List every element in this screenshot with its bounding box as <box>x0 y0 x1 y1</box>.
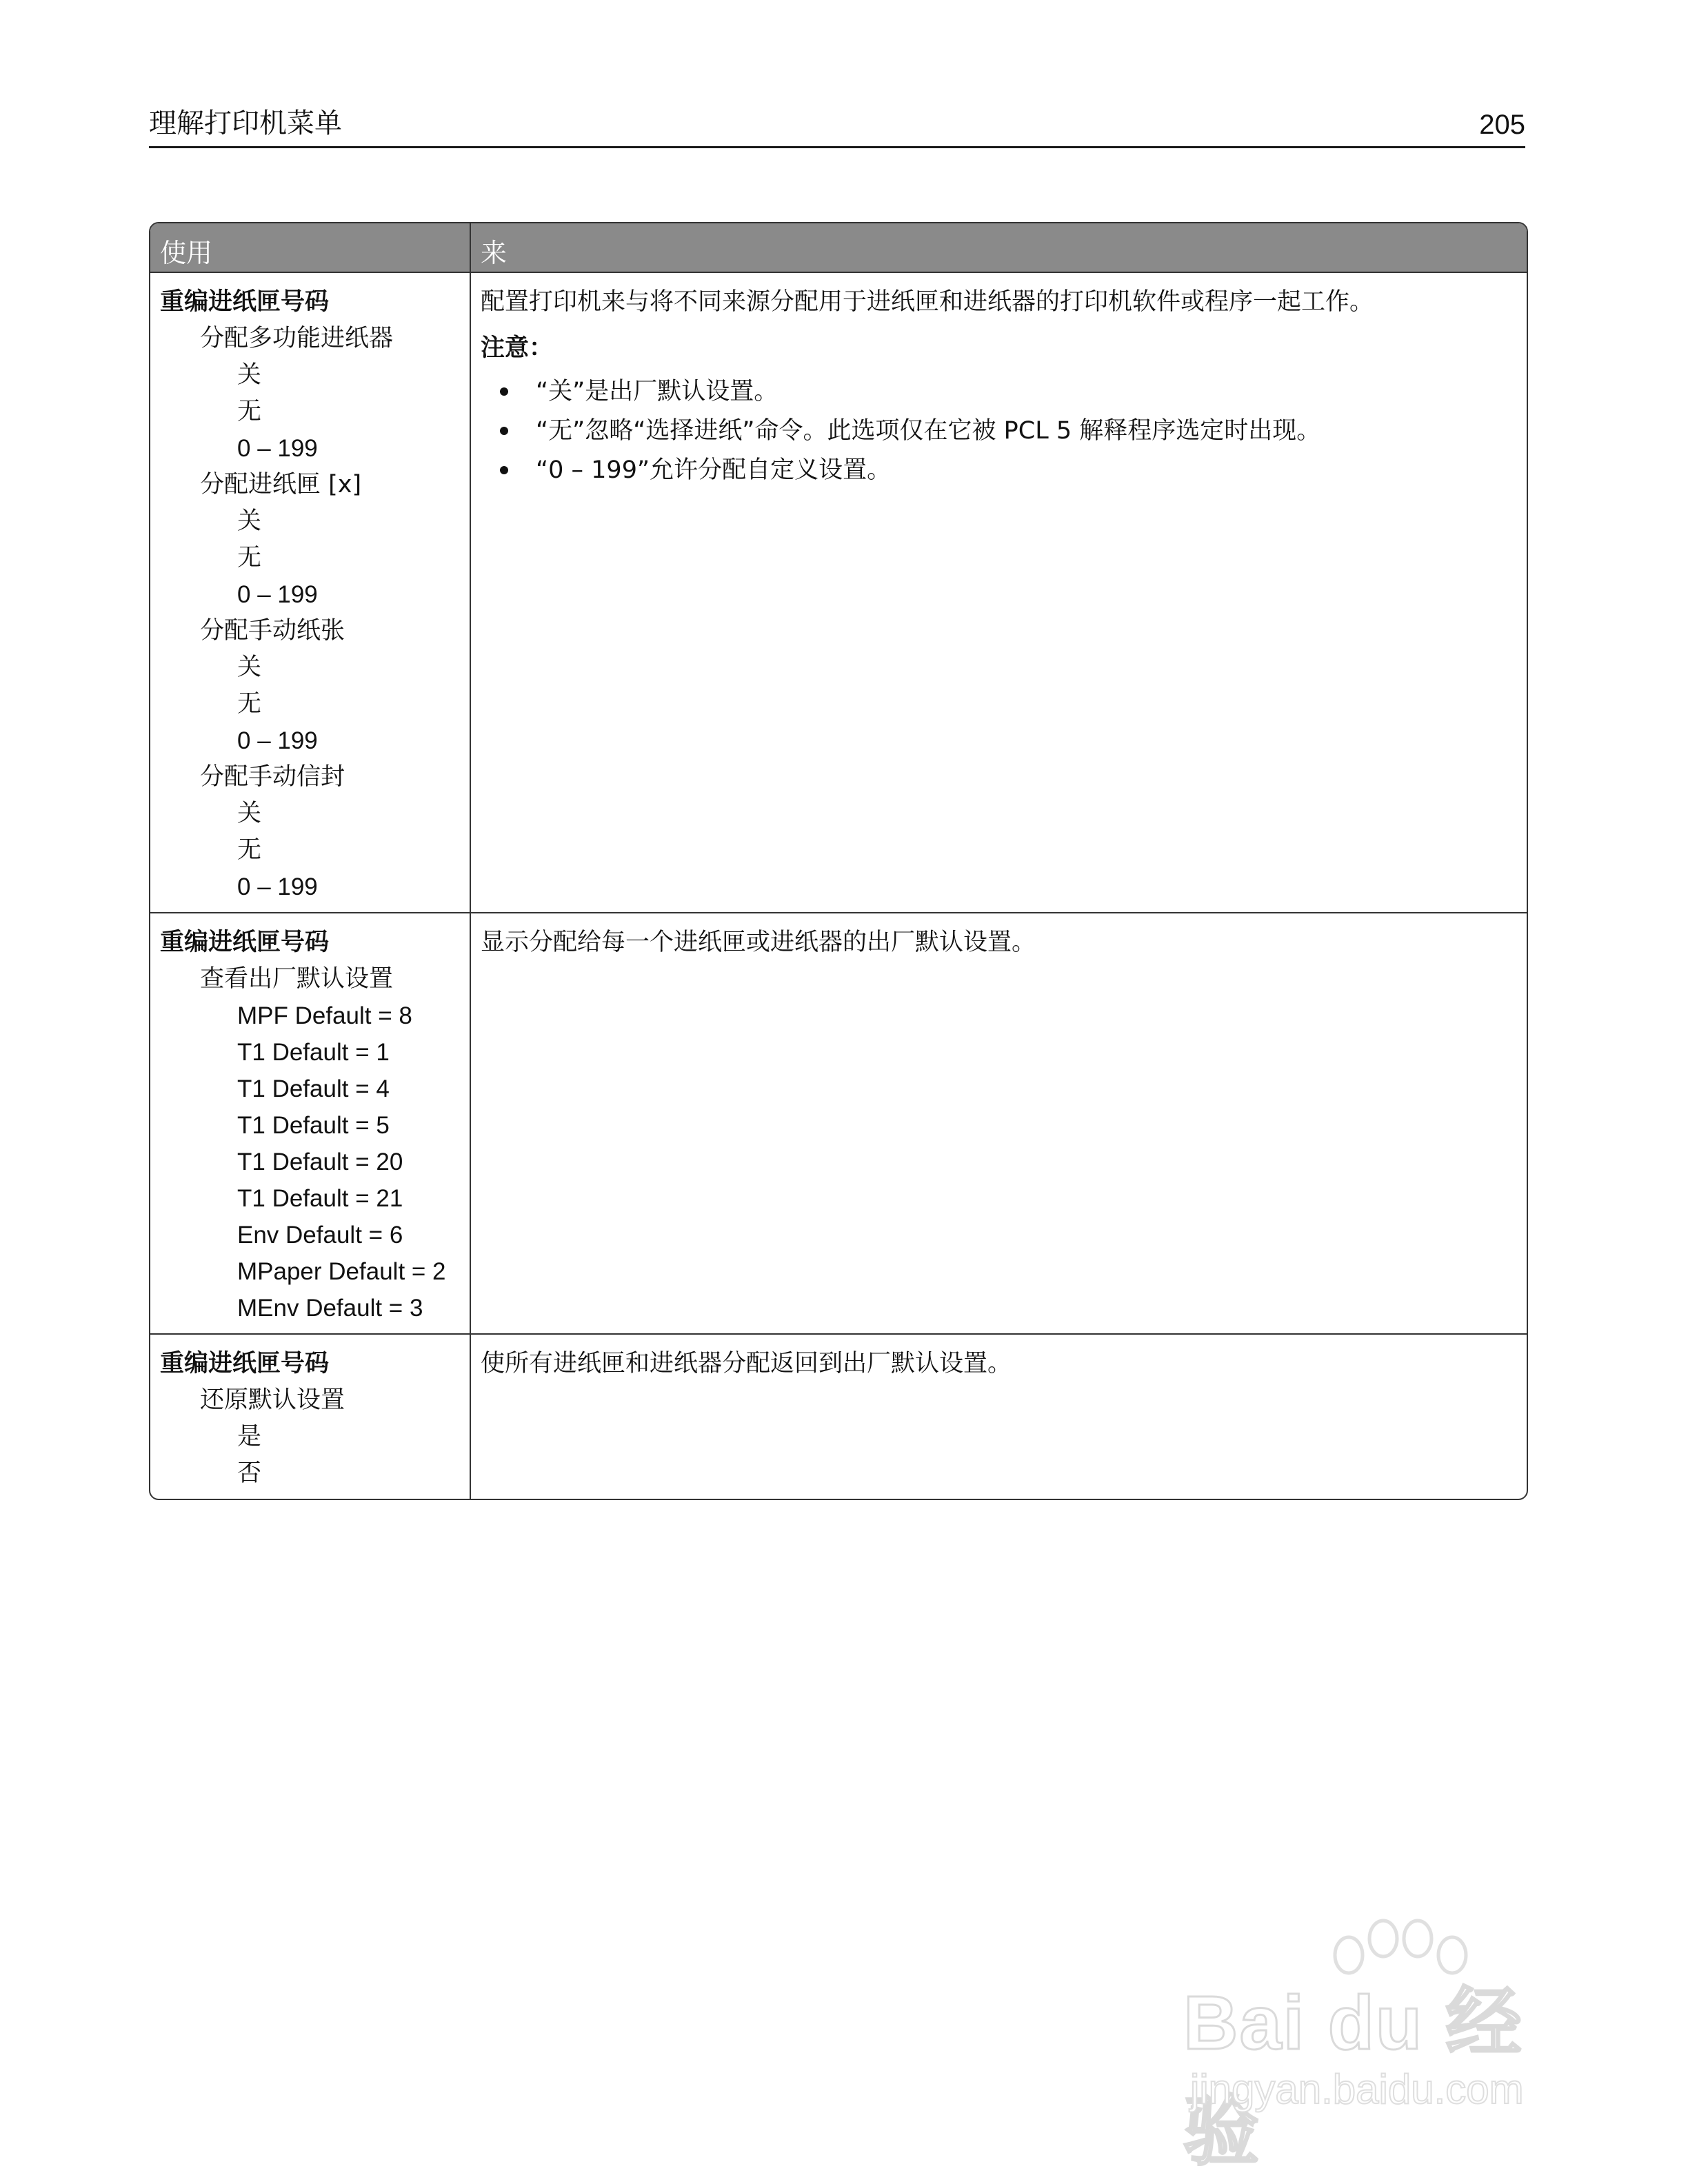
option-value: 无 <box>237 398 262 425</box>
option-value: MPF Default = 8 <box>237 1002 412 1029</box>
option-value: MPaper Default = 2 <box>237 1258 446 1285</box>
list-item-text: “无”忽略“选择进纸”命令。此选项仅在它被 PCL 5 解释程序选定时出现。 <box>536 417 1321 445</box>
bullet-icon <box>500 387 508 396</box>
note-list <box>481 372 1517 490</box>
option-value: T1 Default = 1 <box>237 1039 390 1066</box>
option-value: T1 Default = 21 <box>237 1185 403 1212</box>
baidu-watermark <box>1183 1914 1583 2174</box>
option-value: 0 – 199 <box>237 873 318 900</box>
table-body <box>150 273 1527 1499</box>
page-number: 205 <box>1479 110 1525 140</box>
menu-name: 重编进纸匣号码 <box>160 929 330 956</box>
option-value: T1 Default = 20 <box>237 1149 403 1175</box>
cell-description <box>471 273 1527 912</box>
watermark-brand: Bai du 经验 <box>1183 1981 1523 2174</box>
column-header-use: 使用 <box>150 223 471 272</box>
option-value: 0 – 199 <box>237 435 318 462</box>
page-header <box>149 103 1525 148</box>
submenu-item: 分配手动纸张 <box>200 617 345 645</box>
bullet-icon <box>500 427 508 435</box>
cell-use <box>150 1335 471 1499</box>
submenu-item: 还原默认设置 <box>200 1386 345 1414</box>
list-item-text: “关”是出厂默认设置。 <box>536 378 778 405</box>
option-value: 关 <box>237 800 262 827</box>
cell-description <box>471 913 1527 1333</box>
list-item-text: “0 – 199”允许分配自定义设置。 <box>536 456 892 484</box>
option-value: 0 – 199 <box>237 581 318 608</box>
list-item <box>481 451 1517 490</box>
menu-name: 重编进纸匣号码 <box>160 1350 330 1377</box>
page-title: 理解打印机菜单 <box>149 108 342 139</box>
option-value: 无 <box>237 544 262 572</box>
table-row <box>150 273 1527 913</box>
description-text: 显示分配给每一个进纸匣或进纸器的出厂默认设置。 <box>481 929 1036 956</box>
submenu-item: 分配多功能进纸器 <box>200 325 394 352</box>
cell-use <box>150 273 471 912</box>
watermark-url: jingyan.baidu.com <box>1190 2066 1524 2112</box>
option-value: 关 <box>237 361 262 389</box>
menu-table <box>149 222 1528 1500</box>
description-text: 使所有进纸匣和进纸器分配返回到出厂默认设置。 <box>481 1350 1012 1377</box>
submenu-item: 查看出厂默认设置 <box>200 965 394 993</box>
submenu-item: 分配进纸匣 [x] <box>200 471 362 498</box>
option-value: T1 Default = 5 <box>237 1112 390 1139</box>
table-row <box>150 913 1527 1335</box>
list-item <box>481 412 1517 451</box>
option-value: 无 <box>237 836 262 864</box>
column-header-to: 来 <box>481 238 508 268</box>
cell-description <box>471 1335 1527 1499</box>
bullet-icon <box>500 466 508 474</box>
option-value: 0 – 199 <box>237 727 318 754</box>
menu-name: 重编进纸匣号码 <box>160 288 330 316</box>
option-value: 否 <box>237 1459 262 1487</box>
option-value: Env Default = 6 <box>237 1222 403 1248</box>
list-item <box>481 372 1517 412</box>
table-header <box>150 223 1527 273</box>
option-value: 无 <box>237 690 262 718</box>
note-label: 注意： <box>481 334 554 362</box>
option-value: 关 <box>237 507 262 535</box>
description-text: 配置打印机来与将不同来源分配用于进纸匣和进纸器的打印机软件或程序一起工作。 <box>481 288 1374 316</box>
cell-use <box>150 913 471 1333</box>
option-value: MEnv Default = 3 <box>237 1295 423 1322</box>
option-value: 是 <box>237 1423 262 1450</box>
option-value: T1 Default = 4 <box>237 1075 390 1102</box>
submenu-item: 分配手动信封 <box>200 763 345 791</box>
table-row <box>150 1335 1527 1499</box>
option-value: 关 <box>237 654 262 681</box>
